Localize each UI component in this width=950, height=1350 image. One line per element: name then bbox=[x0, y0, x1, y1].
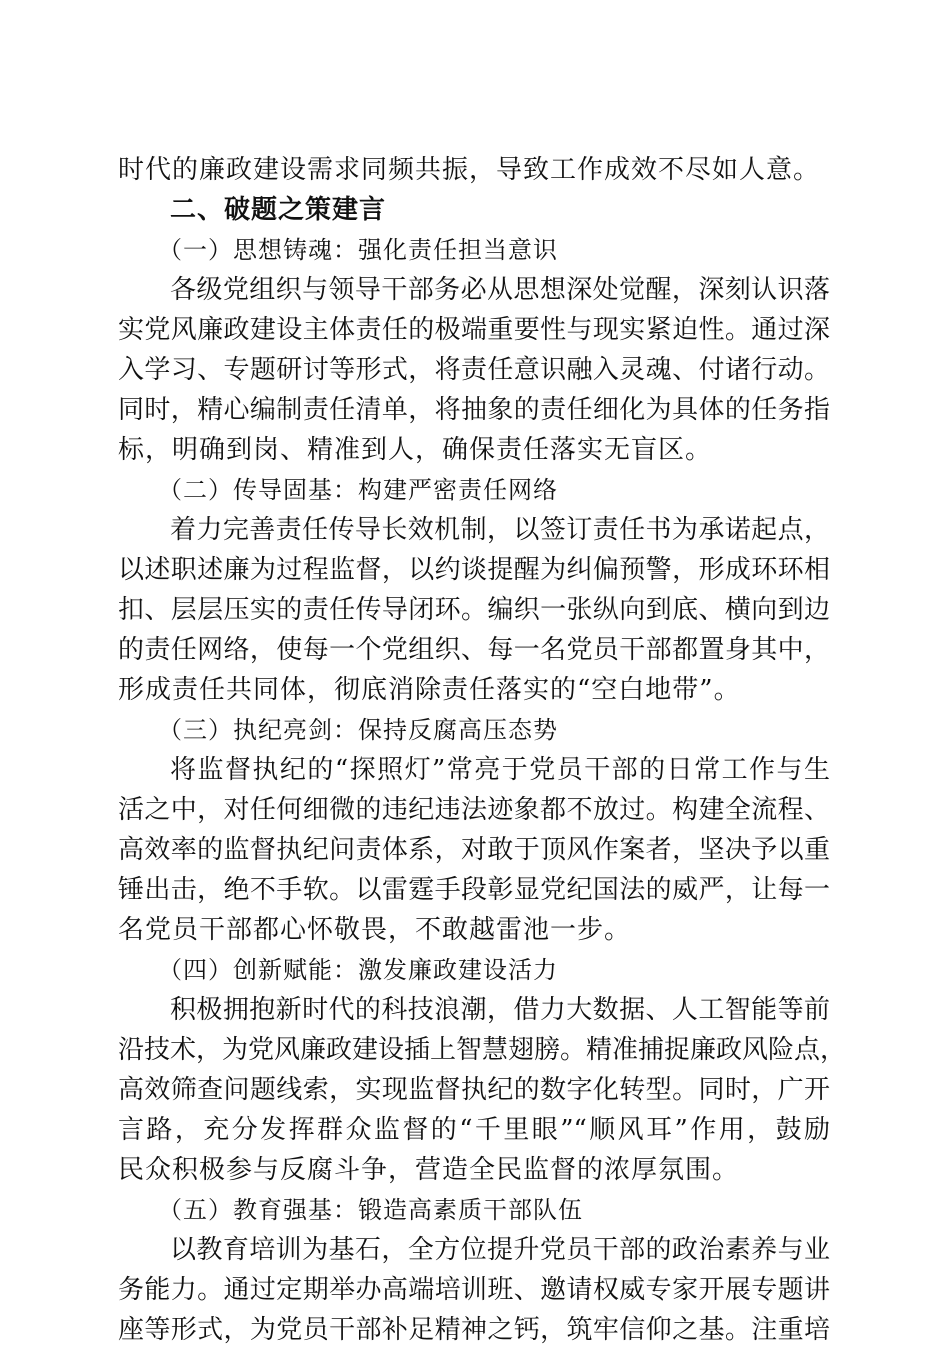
text-line: 着力完善责任传导长效机制，以签订责任书为承诺起点， bbox=[170, 515, 830, 545]
text-line: 以教育培训为基石，全方位提升党员干部的政治素养与业 bbox=[170, 1235, 830, 1265]
text-line: 座等形式，为党员干部补足精神之钙，筑牢信仰之基。注重培 bbox=[118, 1315, 830, 1345]
section-heading: 二、破题之策建言 bbox=[170, 195, 387, 225]
text-line: 务能力。通过定期举办高端培训班、邀请权威专家开展专题讲 bbox=[118, 1275, 830, 1305]
subsection-heading: （二）传导固基：构建严密责任网络 bbox=[158, 476, 558, 504]
text-line: 高效筛查问题线索，实现监督执纪的数字化转型。同时，广开 bbox=[118, 1075, 830, 1105]
text-line: 时代的廉政建设需求同频共振，导致工作成效不尽如人意。 bbox=[118, 155, 821, 185]
text-line: 将监督执纪的“探照灯”常亮于党员干部的日常工作与生 bbox=[170, 755, 830, 785]
text-line: 形成责任共同体，彻底消除责任落实的“空白地带”。 bbox=[118, 675, 741, 705]
text-line: 标，明确到岗、精准到人，确保责任落实无盲区。 bbox=[118, 435, 713, 465]
text-line: 实党风廉政建设主体责任的极端重要性与现实紧迫性。通过深 bbox=[118, 315, 830, 345]
document-body bbox=[118, 150, 847, 1350]
subsection-heading: （一）思想铸魂：强化责任担当意识 bbox=[158, 236, 558, 264]
text-line: 活之中，对任何细微的违纪违法迹象都不放过。构建全流程、 bbox=[118, 795, 830, 825]
subsection-heading: （三）执纪亮剑：保持反腐高压态势 bbox=[158, 716, 558, 744]
text-line: 入学习、专题研讨等形式，将责任意识融入灵魂、付诸行动。 bbox=[118, 355, 830, 385]
text-line: 民众积极参与反腐斗争，营造全民监督的浓厚氛围。 bbox=[118, 1155, 740, 1185]
text-line: 积极拥抱新时代的科技浪潮，借力大数据、人工智能等前 bbox=[170, 995, 830, 1025]
text-line: 名党员干部都心怀敬畏，不敢越雷池一步。 bbox=[118, 915, 632, 945]
text-line: 高效率的监督执纪问责体系，对敢于顶风作案者，坚决予以重 bbox=[118, 835, 830, 865]
text-line: 同时，精心编制责任清单，将抽象的责任细化为具体的任务指 bbox=[118, 395, 830, 425]
text-line: 锤出击，绝不手软。以雷霆手段彰显党纪国法的威严，让每一 bbox=[118, 875, 830, 905]
text-line: 沿技术，为党风廉政建设插上智慧翅膀。精准捕捉廉政风险点， bbox=[118, 1035, 847, 1065]
subsection-heading: （四）创新赋能：激发廉政建设活力 bbox=[158, 956, 558, 984]
text-line: 的责任网络，使每一个党组织、每一名党员干部都置身其中， bbox=[118, 635, 830, 665]
text-line: 以述职述廉为过程监督，以约谈提醒为纠偏预警，形成环环相 bbox=[118, 555, 830, 585]
subsection-heading: （五）教育强基：锻造高素质干部队伍 bbox=[158, 1196, 583, 1224]
text-line: 言路，充分发挥群众监督的“千里眼”“顺风耳”作用，鼓励 bbox=[118, 1115, 830, 1145]
text-line: 各级党组织与领导干部务必从思想深处觉醒，深刻认识落 bbox=[170, 275, 830, 305]
text-line: 扣、层层压实的责任传导闭环。编织一张纵向到底、横向到边 bbox=[118, 595, 830, 625]
